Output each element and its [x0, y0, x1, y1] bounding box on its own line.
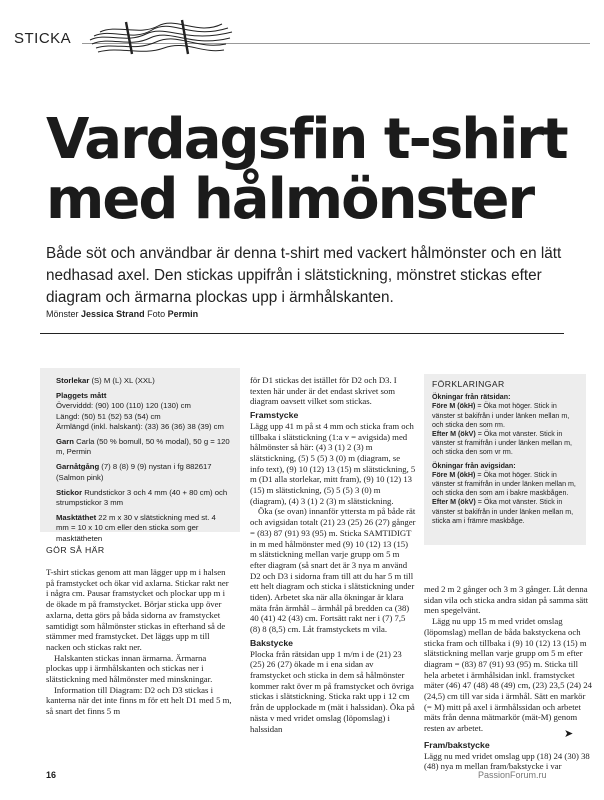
credit-photo-label: Foto	[147, 309, 166, 319]
explanation-value: = Öka mot höger. Stick in vänster st framifrån in under länken mellan m, och sticka den som am i bakre maskbågen.	[432, 470, 576, 498]
credit-pattern-name: Jessica Strand	[81, 309, 145, 319]
title-line-1: Vardagsfin t-shirt	[46, 107, 567, 172]
body-paragraph: Öka (se ovan) innanför yttersta m på både rät och avigsidan totalt (21) 23 (25) 26 (27) gånger = (83) 87 (91) 93 (95) m. Sticka SAMTIDIGT in m med hålmönster med (9) 10 (12) 13 (15) m slätstickning mellan varje grupp om 5 m efter diagram (så snart det är 3 nya m använd D2 och D3 i sidorna fram till att du har 5 m till ett helt diagram och sticka i slätstickning under tiden). Arbetet ska när alla ökningar är klara mäta från ärmhål – ärmhål på bredden ca (38) 40 (41) 42 (43) cm. Fortsätt rakt ner i (7) 7,5 (8) 8 (8,5) cm. Låt framstyckets m vila.	[250, 506, 416, 635]
spec-value: Överviddd: (90) 100 (110) 120 (130) cm Längd: (50) 51 (52) 53 (54) cm Ärmlängd (inkl. halskant): (33) 36 (36) 38 (39) cm	[56, 401, 224, 431]
explanation-value: = Öka mot vänster. Stick in vänster st bakifrån in under länken mellan m, sticka am i främre maskbåge.	[432, 498, 574, 525]
explanations-heading: FÖRKLARINGAR	[432, 379, 505, 389]
body-paragraph: Lägg nu med vridet omslag upp (18) 24 (30) 38 (48) nya m mellan fram/bakstycke i var	[424, 750, 590, 772]
spec-needles	[56, 488, 230, 508]
spec-key: Storlekar	[56, 376, 90, 385]
spec-key: Garn	[56, 437, 74, 447]
explanation-key: Efter M (ökV)	[432, 430, 476, 439]
explanations-subheading: Ökningar från rätsidan:	[432, 393, 511, 402]
spec-yarn	[56, 437, 230, 457]
section-heading: GÖR SÅ HÄR	[46, 545, 105, 555]
spec-key: Plaggets mått	[56, 391, 107, 401]
subheading-fram-bakstycke: Fram/bakstycke	[424, 739, 490, 750]
body-paragraph: T-shirt stickas genom att man lägger upp m i halsen på framstycket och ökar vid axlarna. Stickar rakt ner i några cm. Pausar framstycket och plockar upp m i de ökade m på framstycket. Börjar sticka upp över axlarna, detta görs på båda sidorna av framstycket samtidigt som hålmönster stickas in efterhand så de stämmer med framstycket. Det läggs upp m till nacken och stickas rakt ner.	[46, 567, 229, 652]
explanation-item	[432, 402, 578, 430]
spec-key: Masktäthet	[56, 513, 97, 523]
body-paragraph: med 2 m 2 gånger och 3 m 3 gånger. Låt denna sidan vila och sticka andra sidan på samma sätt men spegelvänt.	[424, 584, 589, 616]
body-paragraph: Lägg upp 41 m på st 4 mm och sticka fram och tillbaka i slätstickning (1:a v = avigsida) med hålmönster så här: (4) 3 (1) 2 (3) m slätstickning, (5) 5 (5) 3 (0) m (diagram, se info text), (9) 10 (12) 13 (15) m slätstickning, 5 m (D1 alla storlekar, mitt fram), (9) 10 (12) 13 (15) m slätstickning, (5) 5 (5) 3 (0) m (diagram), (4) 3 (1) 2 (3) m slätstickning.	[250, 420, 416, 506]
section-label: STICKA	[14, 30, 72, 47]
spec-key: Stickor	[56, 487, 83, 497]
subheading-framstycke: Framstycke	[250, 410, 299, 421]
instructions-column-1	[46, 545, 232, 717]
continue-arrow-icon: ➤	[564, 728, 574, 740]
credit-line	[46, 309, 198, 319]
spec-key: Garnåtgång	[56, 462, 100, 472]
explanation-item	[432, 471, 578, 499]
explanation-key: Före M (ökH)	[432, 470, 476, 479]
lead-paragraph: Både söt och användbar är denna t-shirt med vackert hålmönster och en lätt nedhasad axel. Den stickas uppifrån i slätstickning, mönstret stickas efter diagram och ärmarna plockas upp i ärmhålskanten.	[46, 245, 562, 306]
spec-sizes	[56, 376, 230, 386]
explanation-value: = Öka mot vänster. Stick in vänster st framifrån i under länken mellan m, och sticka den som vr rm.	[432, 430, 572, 457]
article-title	[46, 107, 586, 232]
explanation-item	[432, 430, 578, 458]
watermark: PassionForum.ru	[478, 770, 547, 780]
explanations-subheading: Ökningar från avigsidan:	[432, 461, 516, 470]
credit-photo-name: Permin	[167, 309, 199, 319]
yarn-skein-icon	[86, 14, 236, 60]
body-paragraph: Information till Diagram: D2 och D3 stickas i kanterna när det inte finns m för ett helt D1 med 5 m, så snart det finns 5 m	[46, 684, 232, 717]
spec-gauge	[56, 513, 230, 544]
specs-box	[40, 368, 240, 543]
subheading-bakstycke: Bakstycke	[250, 637, 293, 648]
body-paragraph: för D1 stickas det istället för D2 och D3. I texten här under är det endast skrivet som diagram oavsett vilket som stickas.	[250, 375, 397, 407]
spec-value: (S) M (L) XL (XXL)	[89, 376, 155, 385]
body-paragraph: Halskanten stickas innan ärmarna. Ärmarna plockas upp i ärmhålskanten och stickas ner i slätstickning med hålmönster med minskningar.	[46, 652, 213, 685]
spec-value: Rundstickor 3 och 4 mm (40 + 80 cm) och strumpstickor 3 mm	[56, 487, 228, 508]
spec-yarn-amount	[56, 462, 230, 482]
body-paragraph: Plocka från rätsidan upp 1 m/m i de (21) 23 (25) 26 (27) ökade m i ena sidan av framstycket och sticka in dem så hålmönster kommer rakt över m på framstycket och övriga stickas i slätstickning. Sticka rakt upp i 12 cm från de upplockade m (mät i halssidan). Öka på nästa v med vridet omslag (löpomslag) i halssidan	[250, 648, 415, 734]
spec-value: 22 m x 30 v slätstickning med st. 4 mm = 10 x 10 cm eller den sticka som ger masktätheten	[56, 513, 216, 543]
spec-value: Carla (50 % bomull, 50 % modal), 50 g = 120 m, Permin	[56, 437, 230, 457]
content-divider	[40, 333, 564, 334]
body-paragraph: Lägg nu upp 15 m med vridet omslag (löpomslag) mellan de båda bakstyckena och sticka fram och tillbaka i (9) 10 (12) 13 (15) m slätstickning mellan varje grupp om 5 m efter diagram = (83) 87 (91) 93 (95) m. Sticka till hela arbetet i ärmhålsidan inkl. framstycket mäter (46) 47 (48) 48 (49) cm, (23) 23,5 (24) 24 (24,5) cm till var sida i ärmhål. Sätt en markör (= M) mitt på axel i ärmhålssidan och arbetet mäts från denna mätmarkör (mät-M) genom resten av arbetet.	[424, 616, 592, 734]
explanation-item	[432, 498, 578, 526]
explanation-value: = Öka mot höger. Stick in vänster st bakifrån i under länken mellan m, och sticka den som rm.	[432, 402, 570, 429]
spec-value: (7) 8 (8) 9 (9) nystan i fg 882617 (Salmon pink)	[56, 462, 212, 482]
title-line-2: med hålmönster	[46, 167, 534, 232]
explanation-key: Före M (ökH)	[432, 402, 476, 411]
explanation-key: Efter M (ökV)	[432, 498, 476, 507]
page-number: 16	[46, 770, 57, 780]
instructions-column-3	[424, 584, 594, 772]
explanations-box	[424, 374, 586, 545]
credit-pattern-label: Mönster	[46, 309, 79, 319]
instructions-column-2	[250, 375, 416, 734]
spec-measurements	[56, 391, 230, 432]
